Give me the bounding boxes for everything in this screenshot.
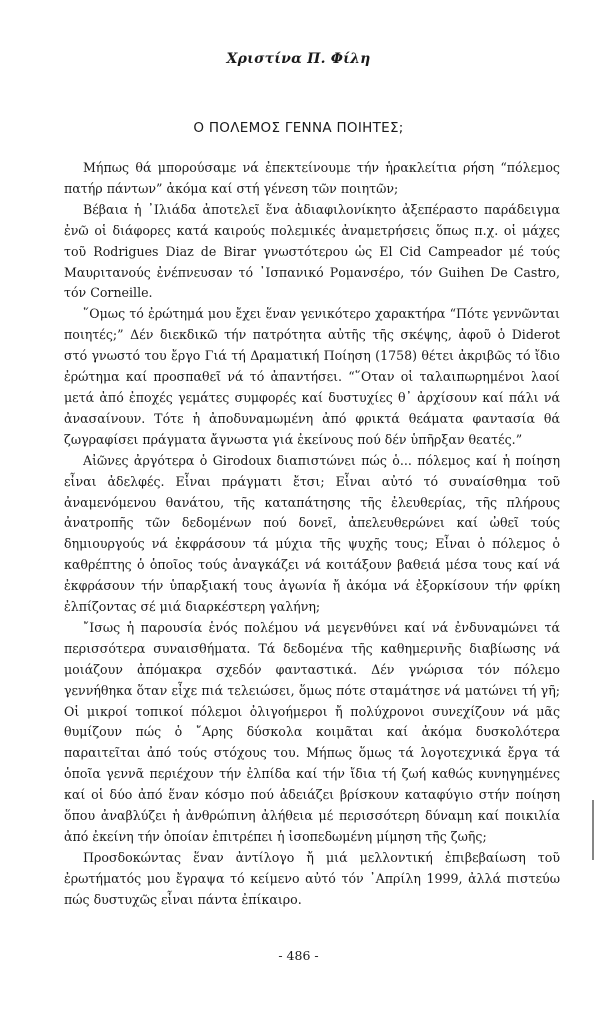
paragraph: Προσδοκώντας ἕναν ἀντίλογο ἤ μιά μελλοντική ἐπιβεβαίωση τοῦ ἐρωτήματός μου ἔγραψα τό κείμενο αὐτό τόν ᾿Απρίλη 1999, ἀλλά πιστεύω πώς δυστυχῶς εἶναι πάντα ἐπίκαιρο. bbox=[64, 849, 560, 907]
paragraph: ῞Ομως τό ἐρώτημά μου ἔχει ἕναν γενικότερο χαρακτήρα “Πότε γεννῶνται ποιητές;” Δέν διεκδικῶ τήν πατρότητα αὐτῆς τῆς σκέψης, ἀφοῦ ὁ Diderot στό γνωστό του ἔργο Γιά τή Δραματική Ποίηση (1758) θέτει ἀκριβῶς τό ἴδιο ἐρώτημα καί προσπαθεῖ νά τό ἀπαντήσει. “῞Οταν οἱ ταλαιπωρημένοι λαοί μετά ἀπό ἐποχές γεμάτες συμφορές καί δυστυχίες θ᾿ ἀρχίσουν καί πάλι νά ἀνασαίνουν. Τότε ἡ ἀποδυναμωμένη ἀπό φρικτά θεάματα φαντασία θά ζωγραφίσει πράγματα ἄγνωστα γιά ἐκείνους πού δέν ὑπῆρξαν θεατές.” bbox=[64, 306, 560, 447]
paragraph: ῎Ισως ἡ παρουσία ἑνός πολέμου νά μεγενθύνει καί νά ἐνδυναμώνει τά περισσότερα συναισθήματα. Τά δεδομένα τῆς καθημερινῆς διαβίωσης νά μοιάζουν ἀπόμακρα σχεδόν φανταστικά. Δέν γνώρισα τόν πόλεμο γεννήθηκα ὅταν εἶχε πιά τελειώσει, ὅμως πότε σταμάτησε νά ματώνει τή γῆ; Οἱ μικροί τοπικοί πόλεμοι ὀλιγοήμεροι ἤ πολύχρονοι συνεχίζουν νά μᾶς θυμίζουν πώς ὁ ῎Αρης δύσκολα κοιμᾶται καί ἀκόμα δυσκολότερα παραιτεῖται ἀπό τούς στόχους του. Μήπως ὅμως τά λογοτεχνικά ἔργα τά ὁποῖα γεννᾶ περιέχουν τήν ἐλπίδα καί τήν ἴδια τή ζωή καθώς κυνηγημένες καί οἱ δύο ἀπό ἕναν κόσμο πού ἀδειάζει βρίσκουν καταφύγιο στήν ποίηση ὅπου ἀναβλύζει ἡ ἀνθρώπινη ἀλήθεια μέ περισσότερη δύναμη καί ποικιλία ἀπό ἐκείνη τήν ὁποίαν ἐπιτρέπει ἡ ἰσοπεδωμένη μίμηση τῆς ζωῆς; bbox=[64, 619, 560, 844]
page-number: - 486 - bbox=[278, 948, 319, 963]
paragraph: Αἰῶνες ἀργότερα ὁ Girodoux διαπιστώνει πώς ὁ... πόλεμος καί ἡ ποίηση εἶναι ἀδελφές. Εἶναι πράγματι ἔτσι; Εἶναι αὐτό τό συναίσθημα τοῦ ἀναμενόμενου θανάτου, τῆς καταπάτησης τῆς ἐλευθερίας, τῆς πλήρους ἀνατροπῆς τῶν δεδομένων πού δονεῖ, ἀπελευθερώνει καί ὠθεῖ τούς δημιουργούς νά ἐκφράσουν τά μύχια τῆς ψυχῆς τους; Εἶναι ὁ πόλεμος ὁ καθρέπτης ὁ ὁποῖος τούς ἀναγκάζει νά κοιτάξουν βαθειά μέσα τους καί νά ἐκφράσουν τήν ὑπαρξιακή τους ἀγωνία ἤ ἀκόμα νά ἐξορκίσουν τήν φρίκη ἐλπίζοντας σέ μιά διαρκέστερη γαλήνη; bbox=[64, 452, 560, 615]
scan-edge-mark bbox=[592, 800, 594, 860]
paragraph: Βέβαια ἡ ᾿Ιλιάδα ἀποτελεῖ ἕνα ἀδιαφιλονίκητο ἀξεπέραστο παράδειγμα ἐνῶ οἱ διάφορες κατά καιρούς πολεμικές ἀναμετρήσεις ὅπως π.χ. οἱ μάχες τοῦ Rodrigues Diaz de Birar γνωστότερου ὡς El Cid Campeador μέ τούς Μαυριτανούς ἐνέπνευσαν τό ᾿Ισπανικό Ρομανσέρο, τόν Guihen De Castro, τόν Corneille. bbox=[64, 201, 560, 301]
article-title: Ο ΠΟΛΕΜΟΣ ΓΕΝΝΑ ΠΟΙΗΤΕΣ; bbox=[193, 120, 404, 136]
paragraph: Μήπως θά μπορούσαμε νά ἐπεκτείνουμε τήν ἡρακλείτια ρήση “πόλεμος πατήρ πάντων” ἀκόμα καί στή γένεση τῶν ποιητῶν; bbox=[64, 160, 560, 196]
article-body bbox=[64, 158, 560, 911]
author-name: Χριστίνα Π. Φίλη bbox=[226, 51, 371, 67]
